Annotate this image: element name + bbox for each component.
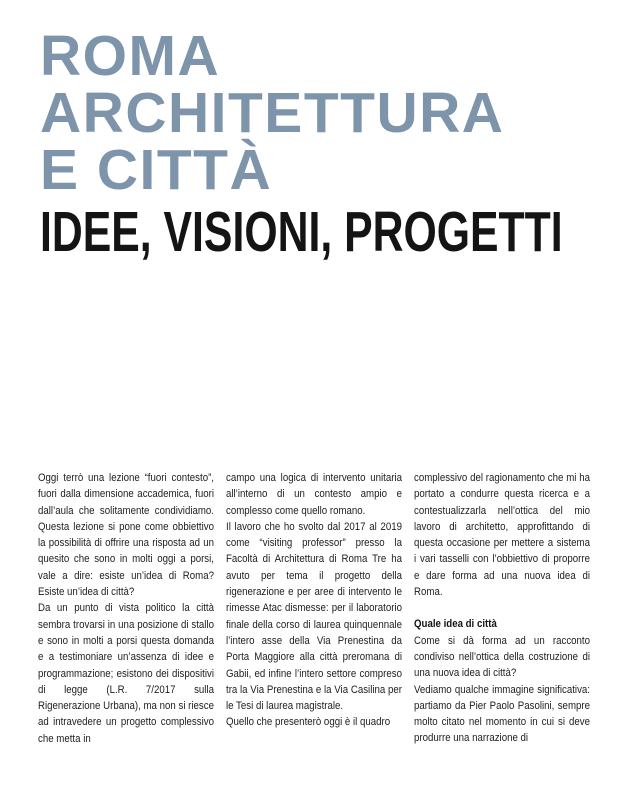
text-column-2-content [226,470,402,731]
section-heading: Quale idea di città [414,618,497,631]
paragraph: complessivo del ragionamento che mi ha portato a condurre questa ricerca e a contestualizzarla nell’ottica del mio lavoro di architetto, approfittando di questa occasione per mettere a sistema i vari tasselli con l’obbiettivo di proporre e dare forma ad una nuova idea di Roma. [414,472,590,599]
article-body [0,470,622,747]
title-line-1: ROMA [40,24,221,88]
paragraph: Come si dà forma ad un racconto condiviso nell’ottica della costruzione di una nuova idea di città? [414,634,590,680]
paragraph: Quello che presenterò oggi è il quadro [226,716,391,729]
text-column-1 [38,470,214,747]
text-column-2 [226,470,402,747]
paragraph: Da un punto di vista politico la città sembra trovarsi in una posizione di stallo e sono in molti a porsi questa domanda e a testimoniare un’assenza di idee e programmazione; esistono dei dispositivi di legge (L.R. 7/2017 sulla Rigenerazione Urbana), ma non si riesce ad intravedere un progetto complessivo che metta in [38,602,214,745]
text-column-1-content [38,470,214,747]
text-column-3 [414,470,590,747]
text-column-3-content [414,470,590,747]
paragraph: campo una logica di intervento unitaria all’interno di un contesto ampio e complesso come quello romano. [226,472,402,517]
title-line-2: ARCHITETTURA [40,81,505,145]
paragraph: Vediamo qualche immagine significativa: partiamo da Pier Paolo Pasolini, sempre molto citato nel momento in cui si deve produrre una narrazione di [414,683,590,745]
paragraph: Il lavoro che ho svolto dal 2017 al 2019 come “visiting professor” presso la Facoltà di Architettura di Roma Tre ha avuto per tema il progetto della rigenerazione e per aree di intervento le rimesse Atac dismesse: per il laboratorio finale della corso di laurea quinquennale l’intero asse della Via Prenestina da Porta Maggiore alla città preromana di Gabii, ed infine l’intero settore compreso tra la Via Prenestina e la Via Casilina per le Tesi di laurea magistrale. [226,520,402,713]
paragraph: Oggi terrò una lezione “fuori contesto”, fuori dalla dimensione accademica, fuori dall’aula che solitamente condividiamo. Questa lezione si pone come obbiettivo la possibilità di offrire una risposta ad un quesito che sono in molti oggi a porsi, vale a dire: esiste un’idea di Roma? Esiste un’idea di città? [38,472,214,599]
title-line-3: E CITTÀ [40,138,273,202]
article-subtitle: IDEE, VISIONI, PROGETTI [40,200,563,264]
article-title [40,24,622,202]
article-header [0,0,622,264]
